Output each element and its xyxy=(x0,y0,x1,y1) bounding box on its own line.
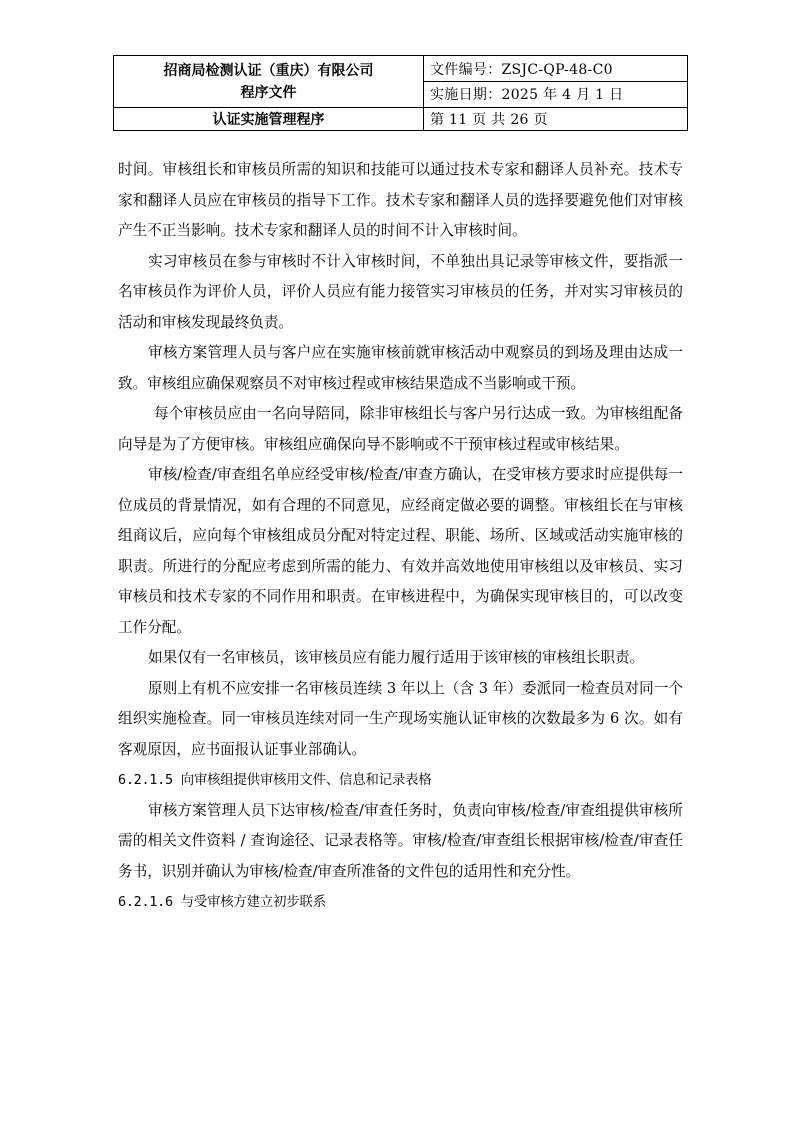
header-divider-vertical xyxy=(423,56,424,130)
paragraph: 时间。审核组长和审核员所需的知识和技能可以通过技术专家和翻译人员补充。技术专家和翻译人员应在审核员的指导下工作。技术专家和翻译人员的选择要避免他们对审核产生不正当影响。技术专家和翻译人员的时间不计入审核时间。 xyxy=(118,161,683,239)
paragraph: 审核方案管理人员与客户应在实施审核前就审核活动中观察员的到场及理由达成一致。审核组应确保观察员不对审核过程或审核结果造成不当影响或干预。 xyxy=(118,344,683,392)
doc-number: 文件编号：ZSJC-QP-48-C0 xyxy=(430,61,613,78)
section-heading: 6.2.1.6 与受审核方建立初步联系 xyxy=(118,894,326,910)
paragraph: 每个审核员应由一名向导陪同，除非审核组长与客户另行达成一致。为审核组配备向导是为了方便审核。审核组应确保向导不影响或不干预审核过程或审核结果。 xyxy=(118,405,683,453)
paragraph: 如果仅有一名审核员，该审核员应有能力履行适用于该审核的审核组长职责。 xyxy=(148,649,645,666)
doc-type: 程序文件 xyxy=(240,85,297,101)
company-name: 招商局检测认证（重庆）有限公司 xyxy=(163,63,374,79)
paragraph: 审核方案管理人员下达审核/检查/审查任务时，负责向审核/检查/审查组提供审核所需的相关文件资料 / 查询途径、记录表格等。审核/检查/审查组长根据审核/检查/审查任务书，识别并确认为审核/检查/审查所准备的文件包的适用性和充分性。 xyxy=(118,801,683,880)
paragraph: 实习审核员在参与审核时不计入审核时间，不单独出具记录等审核文件，要指派一名审核员作为评价人员，评价人员应有能力接管实习审核员的任务，并对实习审核员的活动和审核发现最终负责。 xyxy=(118,252,683,331)
paragraph: 审核/检查/审查组名单应经受审核/检查/审查方确认，在受审核方要求时应提供每一位成员的背景情况，如有合理的不同意见，应经商定做必要的调整。审核组长在与审核组商议后，应向每个审核组成员分配对特定过程、职能、场所、区域或活动实施审核的职责。所进行的分配应考虑到所需的能力、有效并高效地使用审核组以及审核员、实习审核员和技术专家的不同作用和职责。在审核进程中，为确保实现审核目的，可以改变工作分配。 xyxy=(118,466,683,636)
section-heading: 6.2.1.5 向审核组提供审核用文件、信息和记录表格 xyxy=(118,772,432,788)
paragraph: 原则上有机不应安排一名审核员连续 3 年以上（含 3 年）委派同一检查员对同一个组织实施检查。同一审核员连续对同一生产现场实施认证审核的次数最多为 6 次。如有客观原因，应书面报认证事业部确认。 xyxy=(118,679,683,758)
document-body xyxy=(118,155,683,918)
document-header-table xyxy=(113,55,688,131)
page-info: 第 11 页 共 26 页 xyxy=(430,112,548,128)
effective-date: 实施日期：2025 年 4 月 1 日 xyxy=(430,87,624,103)
procedure-title: 认证实施管理程序 xyxy=(212,112,325,128)
